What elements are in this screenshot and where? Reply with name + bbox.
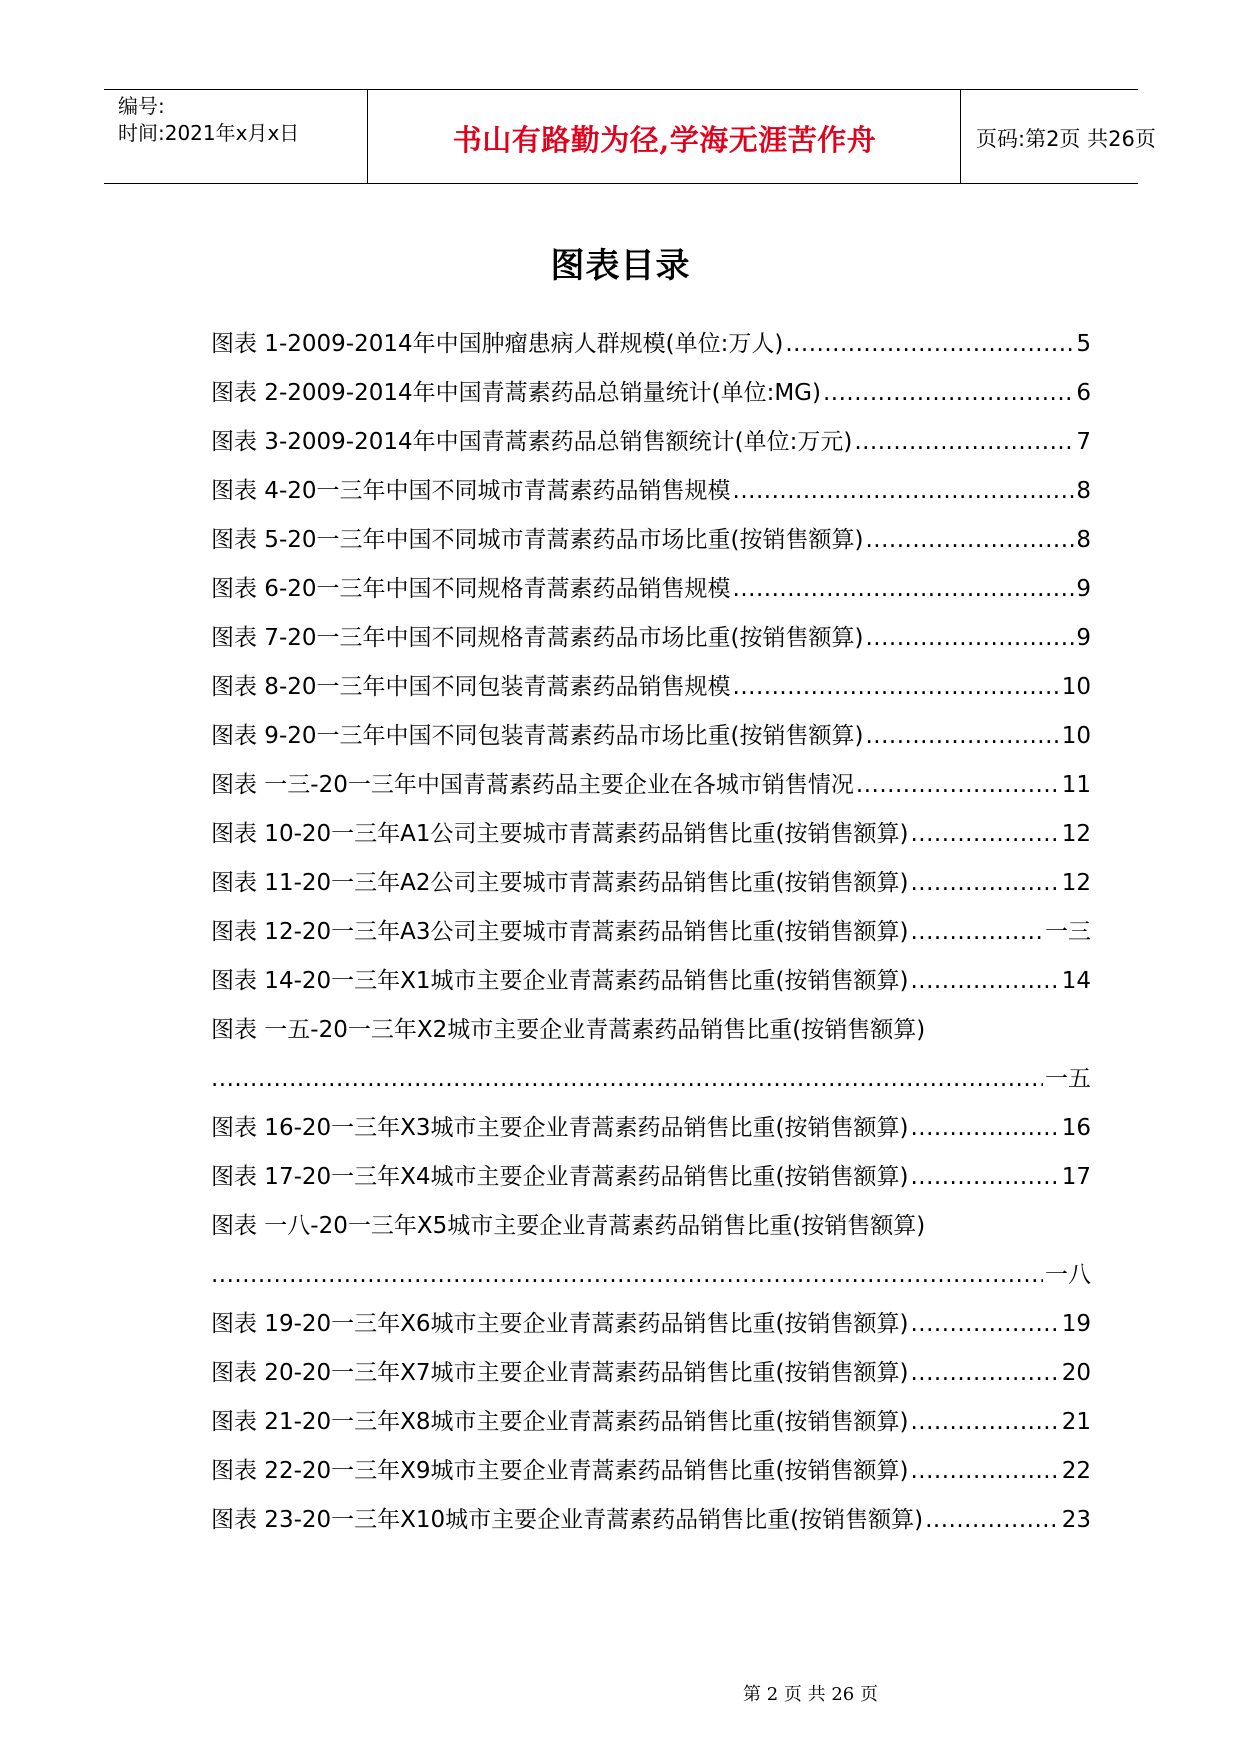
toc-entry-text: 图表 23-20一三年X10城市主要企业青蒿素药品销售比重(按销售额算) bbox=[211, 1507, 924, 1533]
toc-leader bbox=[910, 1409, 1059, 1435]
toc-leader bbox=[910, 821, 1059, 847]
toc-leader bbox=[856, 772, 1060, 798]
time-label: 时间:2021年x月x日 bbox=[118, 121, 300, 145]
toc-entry-page: 一三 bbox=[1045, 919, 1091, 945]
toc-entry-text: 图表 一三-20一三年中国青蒿素药品主要企业在各城市销售情况 bbox=[211, 772, 854, 798]
toc-entry-page: 22 bbox=[1061, 1458, 1091, 1484]
toc-entry-continued[interactable] bbox=[211, 1256, 1091, 1305]
toc-entry-page: 9 bbox=[1076, 576, 1091, 602]
toc-entry-page: 一五 bbox=[1045, 1066, 1091, 1092]
toc-entry[interactable] bbox=[211, 766, 1091, 815]
toc-leader bbox=[865, 527, 1074, 553]
toc-entry-page: 14 bbox=[1061, 968, 1091, 994]
toc-entry-page: 10 bbox=[1061, 723, 1091, 749]
toc-entry-page: 8 bbox=[1076, 527, 1091, 553]
toc-entry-page: 21 bbox=[1061, 1409, 1091, 1435]
toc-entry[interactable] bbox=[211, 570, 1091, 619]
toc-entry-text: 图表 5-20一三年中国不同城市青蒿素药品市场比重(按销售额算) bbox=[211, 527, 864, 553]
toc-entry[interactable] bbox=[211, 1354, 1091, 1403]
toc-entry-text: 图表 19-20一三年X6城市主要企业青蒿素药品销售比重(按销售额算) bbox=[211, 1311, 909, 1337]
toc-entry[interactable] bbox=[211, 1207, 1091, 1256]
toc-leader bbox=[910, 919, 1043, 945]
toc-entry[interactable] bbox=[211, 1501, 1091, 1550]
toc-entry-text: 图表 9-20一三年中国不同包装青蒿素药品市场比重(按销售额算) bbox=[211, 723, 864, 749]
page-header bbox=[104, 89, 1156, 184]
toc-leader bbox=[910, 1164, 1059, 1190]
toc-leader bbox=[823, 380, 1074, 406]
toc-entry-page: 16 bbox=[1061, 1115, 1091, 1141]
toc-leader bbox=[925, 1507, 1060, 1533]
toc-entry-page: 11 bbox=[1061, 772, 1091, 798]
toc-leader bbox=[211, 1066, 1043, 1092]
toc-entry-text: 图表 21-20一三年X8城市主要企业青蒿素药品销售比重(按销售额算) bbox=[211, 1409, 909, 1435]
header-right-cell bbox=[962, 90, 1156, 183]
toc-entry-text: 图表 6-20一三年中国不同规格青蒿素药品销售规模 bbox=[211, 576, 731, 602]
toc-leader bbox=[785, 331, 1074, 357]
toc-entry[interactable] bbox=[211, 913, 1091, 962]
toc-entry-text: 图表 一八-20一三年X5城市主要企业青蒿素药品销售比重(按销售额算) bbox=[211, 1213, 926, 1239]
toc-entry-page: 10 bbox=[1061, 674, 1091, 700]
toc-entry-text: 图表 7-20一三年中国不同规格青蒿素药品市场比重(按销售额算) bbox=[211, 625, 864, 651]
toc-leader bbox=[854, 429, 1074, 455]
toc-entry[interactable] bbox=[211, 815, 1091, 864]
table-of-figures bbox=[211, 325, 1091, 1550]
toc-entry-text: 图表 2-2009-2014年中国青蒿素药品总销量统计(单位:MG) bbox=[211, 380, 821, 406]
toc-entry-text: 图表 11-20一三年A2公司主要城市青蒿素药品销售比重(按销售额算) bbox=[211, 870, 909, 896]
toc-entry-page: 12 bbox=[1061, 821, 1091, 847]
toc-entry[interactable] bbox=[211, 1158, 1091, 1207]
toc-leader bbox=[910, 1360, 1059, 1386]
toc-leader bbox=[211, 1262, 1043, 1288]
toc-entry-page: 20 bbox=[1061, 1360, 1091, 1386]
toc-entry-page: 5 bbox=[1076, 331, 1091, 357]
toc-entry-text: 图表 12-20一三年A3公司主要城市青蒿素药品销售比重(按销售额算) bbox=[211, 919, 909, 945]
motto: 书山有路勤为径,学海无涯苦作舟 bbox=[452, 123, 877, 157]
toc-leader bbox=[865, 723, 1059, 749]
toc-entry[interactable] bbox=[211, 325, 1091, 374]
toc-entry[interactable] bbox=[211, 668, 1091, 717]
toc-entry-page: 9 bbox=[1076, 625, 1091, 651]
toc-entry[interactable] bbox=[211, 619, 1091, 668]
toc-entry-page: 7 bbox=[1076, 429, 1091, 455]
toc-entry[interactable] bbox=[211, 1403, 1091, 1452]
toc-entry[interactable] bbox=[211, 1109, 1091, 1158]
toc-entry[interactable] bbox=[211, 1305, 1091, 1354]
page-code: 页码:第2页 共26页 bbox=[976, 127, 1156, 151]
toc-leader bbox=[733, 674, 1060, 700]
toc-entry[interactable] bbox=[211, 423, 1091, 472]
toc-entry-text: 图表 10-20一三年A1公司主要城市青蒿素药品销售比重(按销售额算) bbox=[211, 821, 909, 847]
toc-entry-text: 图表 20-20一三年X7城市主要企业青蒿素药品销售比重(按销售额算) bbox=[211, 1360, 909, 1386]
toc-entry-text: 图表 4-20一三年中国不同城市青蒿素药品销售规模 bbox=[211, 478, 731, 504]
toc-entry-text: 图表 1-2009-2014年中国肿瘤患病人群规模(单位:万人) bbox=[211, 331, 784, 357]
toc-entry[interactable] bbox=[211, 864, 1091, 913]
toc-entry-text: 图表 14-20一三年X1城市主要企业青蒿素药品销售比重(按销售额算) bbox=[211, 968, 909, 994]
toc-entry[interactable] bbox=[211, 1452, 1091, 1501]
toc-leader bbox=[910, 1115, 1059, 1141]
toc-entry-continued[interactable] bbox=[211, 1060, 1091, 1109]
toc-leader bbox=[910, 870, 1059, 896]
toc-leader bbox=[733, 576, 1075, 602]
toc-leader bbox=[865, 625, 1074, 651]
toc-leader bbox=[733, 478, 1075, 504]
toc-entry[interactable] bbox=[211, 717, 1091, 766]
toc-entry-text: 图表 17-20一三年X4城市主要企业青蒿素药品销售比重(按销售额算) bbox=[211, 1164, 909, 1190]
toc-entry-page: 6 bbox=[1076, 380, 1091, 406]
header-left-cell bbox=[104, 90, 368, 183]
toc-entry[interactable] bbox=[211, 1011, 1091, 1060]
header-middle-cell bbox=[369, 90, 961, 183]
toc-entry-text: 图表 22-20一三年X9城市主要企业青蒿素药品销售比重(按销售额算) bbox=[211, 1458, 909, 1484]
toc-entry-text: 图表 16-20一三年X3城市主要企业青蒿素药品销售比重(按销售额算) bbox=[211, 1115, 909, 1141]
toc-leader bbox=[910, 1458, 1059, 1484]
toc-entry-page: 19 bbox=[1061, 1311, 1091, 1337]
toc-entry-text: 图表 8-20一三年中国不同包装青蒿素药品销售规模 bbox=[211, 674, 731, 700]
toc-entry-page: 23 bbox=[1061, 1507, 1091, 1533]
toc-leader bbox=[910, 1311, 1059, 1337]
toc-entry-page: 8 bbox=[1076, 478, 1091, 504]
toc-entry[interactable] bbox=[211, 521, 1091, 570]
number-label: 编号: bbox=[118, 94, 165, 118]
toc-entry-text: 图表 3-2009-2014年中国青蒿素药品总销售额统计(单位:万元) bbox=[211, 429, 853, 455]
toc-entry-page: 一八 bbox=[1045, 1262, 1091, 1288]
page-footer: 第 2 页 共 26 页 bbox=[743, 1684, 878, 1705]
toc-entry[interactable] bbox=[211, 472, 1091, 521]
toc-entry-page: 17 bbox=[1061, 1164, 1091, 1190]
toc-entry-page: 12 bbox=[1061, 870, 1091, 896]
toc-entry-text: 图表 一五-20一三年X2城市主要企业青蒿素药品销售比重(按销售额算) bbox=[211, 1017, 926, 1043]
toc-entry[interactable] bbox=[211, 374, 1091, 423]
toc-leader bbox=[910, 968, 1059, 994]
toc-entry[interactable] bbox=[211, 962, 1091, 1011]
page-title: 图表目录 bbox=[550, 246, 691, 286]
